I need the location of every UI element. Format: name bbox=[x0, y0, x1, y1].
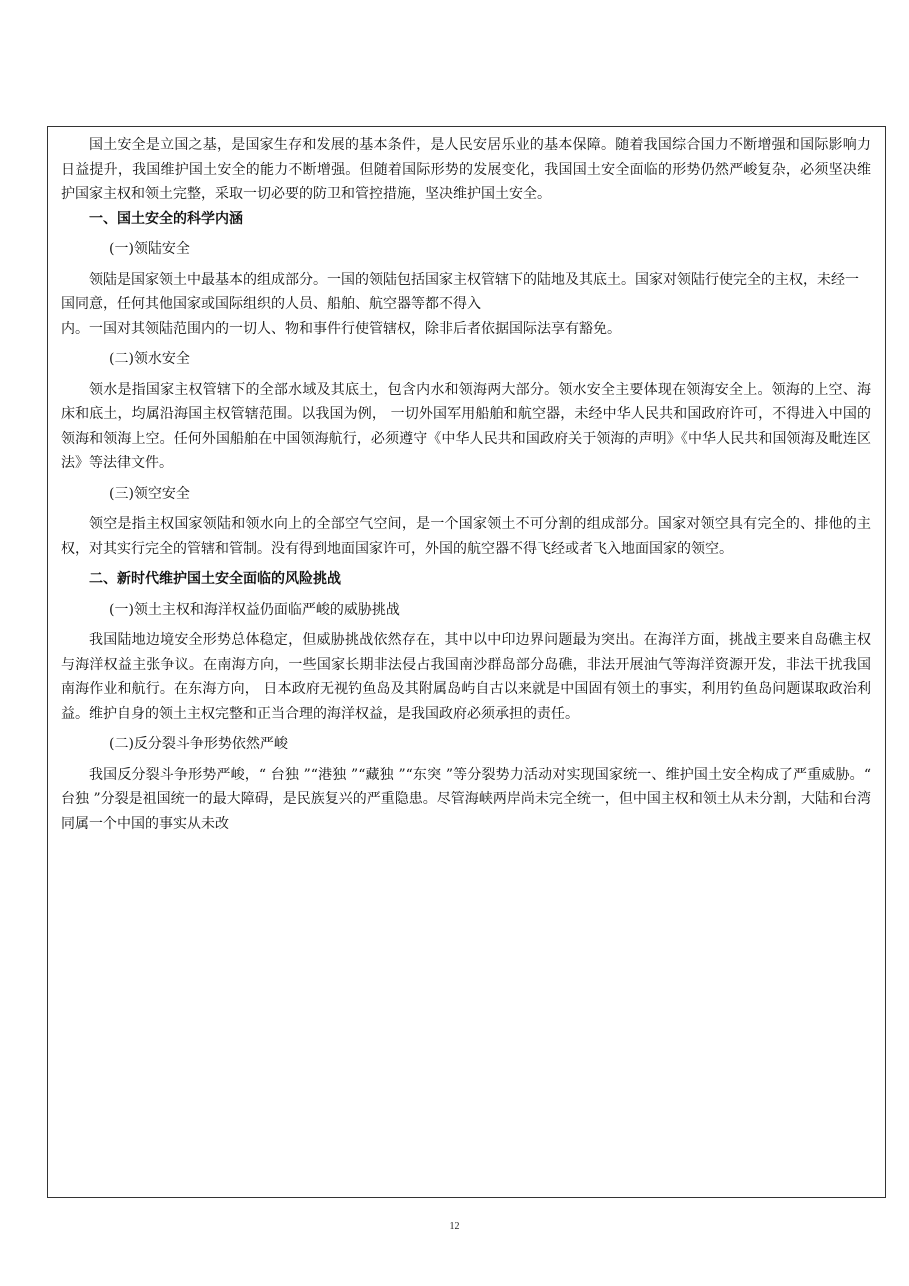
separatism-paragraph: 我国反分裂斗争形势严峻，“ 台独 ”“港独 ”“藏独 ”“东突 ”等分裂势力活动对实现国家统一、维护国土安全构成了严重威胁。“ 台独 ”分裂是祖国统一的最大障碍，是民族复兴的严重隐患。尽管海峡两岸尚未完全统一，但中国主权和领土从未分割，大陆和台湾同属一个中国的事实从未改 bbox=[61, 766, 871, 832]
subsection-sovereignty-heading: (一)领土主权和海洋权益仍面临严峻的威胁挑战 bbox=[109, 601, 400, 618]
sovereignty-paragraph: 我国陆地边境安全形势总体稳定，但威胁挑战依然存在，其中以中印边界问题最为突出。在海洋方面，挑战主要来自岛礁主权与海洋权益主张争议。在南海方向，一些国家长期非法侵占我国南沙群岛部分岛礁，非法开展油气等海洋资源开发，非法干扰我国南海作业和航行。在东海方向， 日本政府无视钓鱼岛及其附属岛屿自古以来就是中国固有领土的事实，利用钓鱼岛问题谋取政治利益。维护自身的领土主权完整和正当合理的海洋权益，是我国政府必须承担的责任。 bbox=[61, 632, 871, 722]
subsection-water-heading: (二)领水安全 bbox=[109, 351, 190, 367]
subsection-land-heading: (一)领陆安全 bbox=[109, 241, 190, 257]
section-1-heading: 一、国土安全的科学内涵 bbox=[89, 210, 243, 227]
document-frame bbox=[47, 126, 886, 1198]
subsection-air-heading: (三)领空安全 bbox=[109, 485, 190, 502]
intro-paragraph: 国土安全是立国之基，是国家生存和发展的基本条件，是人民安居乐业的基本保障。随着我国综合国力不断增强和国际影响力日益提升，我国维护国土安全的能力不断增强。但随着国际形势的发展变化，我国国土安全面临的形势仍然严峻复杂，必须坚决维护国家主权和领土完整，采取一切必要的防卫和管控措施，坚决维护国土安全。 bbox=[61, 137, 871, 202]
land-paragraph-line2: 内。一国对其领陆范围内的一切人、物和事件行使管辖权，除非后者依据国际法享有豁免。 bbox=[61, 320, 621, 337]
subsection-separatism-heading: (二)反分裂斗争形势依然严峻 bbox=[109, 736, 288, 752]
water-paragraph: 领水是指国家主权管辖下的全部水域及其底土，包含内水和领海两大部分。领水安全主要体现在领海安全上。领海的上空、海床和底土，均属沿海国主权管辖范围。以我国为例， 一切外国军用船舶和航空器，未经中华人民共和国政府许可，不得进入中国的领海和领海上空。任何外国船舶在中国领海航行，必须遵守《中华人民共和国政府关于领海的声明》《中华人民共和国领海及毗连区法》等法律文件。 bbox=[61, 381, 871, 471]
document-body bbox=[61, 133, 871, 836]
section-2-heading: 二、新时代维护国土安全面临的风险挑战 bbox=[89, 571, 341, 587]
air-paragraph: 领空是指主权国家领陆和领水向上的全部空气空间，是一个国家领土不可分割的组成部分。国家对领空具有完全的、排他的主权，对其实行完全的管辖和管制。没有得到地面国家许可，外国的航空器不得飞经或者飞入地面国家的领空。 bbox=[61, 516, 871, 557]
land-paragraph-line1: 领陆是国家领土中最基本的组成部分。一国的领陆包括国家主权管辖下的陆地及其底土。国家对领陆行使完全的主权，未经一国同意，任何其他国家或国际组织的人员、船舶、航空器等都不得入 bbox=[61, 271, 859, 312]
page-number: 12 bbox=[449, 1221, 460, 1232]
